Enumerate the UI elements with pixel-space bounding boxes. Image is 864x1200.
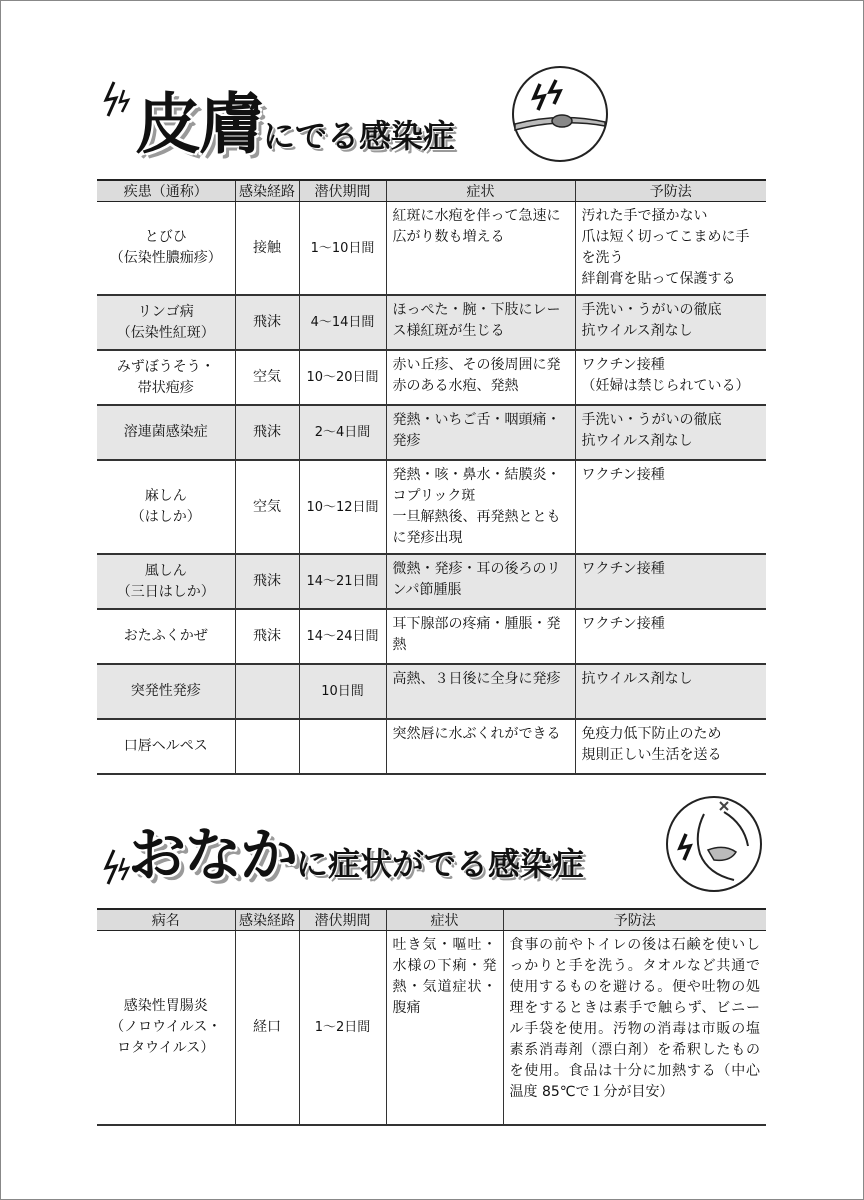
- header-period: 潜伏期間: [299, 180, 386, 202]
- section1-title-small: にでる感染症: [263, 117, 456, 155]
- skin-pain-icon: [510, 64, 610, 164]
- incubation-period: 1～2日間: [299, 931, 386, 1125]
- infection-route: 飛沫: [235, 405, 299, 460]
- prevention: 手洗い・うがいの徹底 抗ウイルス剤なし: [575, 405, 766, 460]
- table-row: [97, 609, 766, 664]
- incubation-period: 10日間: [299, 664, 386, 719]
- header-disease: 病名: [97, 909, 235, 931]
- disease-name: 感染性胃腸炎 （ノロウイルス・ ロタウイルス）: [97, 931, 235, 1125]
- infection-route: 空気: [235, 460, 299, 554]
- table-row: [97, 405, 766, 460]
- header-prevention: 予防法: [503, 909, 766, 931]
- symptoms: 吐き気・嘔吐・水様の下痢・発熱・気道症状・腹痛: [386, 931, 503, 1125]
- header-prevention: 予防法: [575, 180, 766, 202]
- table-row: [97, 350, 766, 405]
- symptoms: 発熱・いちご舌・咽頭痛・発疹: [386, 405, 575, 460]
- table-row: [97, 554, 766, 609]
- header-period: 潜伏期間: [299, 909, 386, 931]
- header-symptoms: 症状: [386, 909, 503, 931]
- disease-name: おたふくかぜ: [97, 609, 235, 664]
- skin-infection-table: [97, 179, 766, 775]
- incubation-period: 1～10日間: [299, 202, 386, 296]
- section1-title: [135, 86, 456, 163]
- section2-title-big: おなか: [128, 821, 297, 889]
- infection-route: [235, 719, 299, 774]
- incubation-period: 10～12日間: [299, 460, 386, 554]
- incubation-period: 10～20日間: [299, 350, 386, 405]
- prevention: 抗ウイルス剤なし: [575, 664, 766, 719]
- table-row: [97, 295, 766, 350]
- incubation-period: [299, 719, 386, 774]
- lightning-icon: [100, 80, 136, 120]
- table-row: [97, 202, 766, 296]
- symptoms: 耳下腺部の疼痛・腫脹・発熱: [386, 609, 575, 664]
- table-row: [97, 460, 766, 554]
- disease-name: とびひ （伝染性膿痂疹）: [97, 202, 235, 296]
- infection-route: 飛沫: [235, 609, 299, 664]
- incubation-period: 4～14日間: [299, 295, 386, 350]
- symptoms: 微熱・発疹・耳の後ろのリンパ節腫脹: [386, 554, 575, 609]
- disease-name: 風しん （三日はしか）: [97, 554, 235, 609]
- symptoms: ほっぺた・腕・下肢にレース様紅斑が生じる: [386, 295, 575, 350]
- infection-route: [235, 664, 299, 719]
- symptoms: 赤い丘疹、その後周囲に発赤のある水疱、発熱: [386, 350, 575, 405]
- incubation-period: 14～24日間: [299, 609, 386, 664]
- table-row: [97, 664, 766, 719]
- header-disease: 疾患（通称）: [97, 180, 235, 202]
- incubation-period: 14～21日間: [299, 554, 386, 609]
- prevention: 手洗い・うがいの徹底 抗ウイルス剤なし: [575, 295, 766, 350]
- stomach-infection-table: [97, 908, 766, 1126]
- disease-name: 口唇ヘルペス: [97, 719, 235, 774]
- infection-route: 飛沫: [235, 554, 299, 609]
- disease-name: 溶連菌感染症: [97, 405, 235, 460]
- table-row: [97, 931, 766, 1125]
- table-header-row: [97, 180, 766, 202]
- header-symptoms: 症状: [386, 180, 575, 202]
- section2-title: [128, 821, 585, 889]
- infection-route: 飛沫: [235, 295, 299, 350]
- disease-name: 麻しん （はしか）: [97, 460, 235, 554]
- header-route: 感染経路: [235, 180, 299, 202]
- table-header-row: [97, 909, 766, 931]
- symptoms: 突然唇に水ぶくれができる: [386, 719, 575, 774]
- section2-title-small: に症状がでる感染症: [296, 845, 585, 883]
- prevention: ワクチン接種: [575, 460, 766, 554]
- stomach-ache-icon: [664, 794, 764, 894]
- disease-name: リンゴ病 （伝染性紅斑）: [97, 295, 235, 350]
- prevention: ワクチン接種 （妊婦は禁じられている）: [575, 350, 766, 405]
- prevention: 免疫力低下防止のため 規則正しい生活を送る: [575, 719, 766, 774]
- prevention: 汚れた手で掻かない 爪は短く切ってこまめに手を洗う 絆創膏を貼って保護する: [575, 202, 766, 296]
- symptoms: 発熱・咳・鼻水・結膜炎・コプリック斑 一旦解熱後、再発熱とともに発疹出現: [386, 460, 575, 554]
- prevention: 食事の前やトイレの後は石鹸を使いしっかりと手を洗う。タオルなど共通で使用するものを避ける。便や吐物の処理をするときは素手で触らず、ビニール手袋を使用。汚物の消毒は市販の塩素系消毒剤（漂白剤）を希釈したものを使用。食品は十分に加熱する（中心温度 85℃で１分が目安）: [503, 931, 766, 1125]
- infection-route: 経口: [235, 931, 299, 1125]
- disease-name: みずぼうそう・ 帯状疱疹: [97, 350, 235, 405]
- prevention: ワクチン接種: [575, 609, 766, 664]
- prevention: ワクチン接種: [575, 554, 766, 609]
- table-row: [97, 719, 766, 774]
- infection-route: 空気: [235, 350, 299, 405]
- symptoms: 紅斑に水疱を伴って急速に広がり数も増える: [386, 202, 575, 296]
- section1-title-big: 皮膚: [135, 86, 263, 163]
- incubation-period: 2～4日間: [299, 405, 386, 460]
- infection-route: 接触: [235, 202, 299, 296]
- header-route: 感染経路: [235, 909, 299, 931]
- symptoms: 高熱、３日後に全身に発疹: [386, 664, 575, 719]
- disease-name: 突発性発疹: [97, 664, 235, 719]
